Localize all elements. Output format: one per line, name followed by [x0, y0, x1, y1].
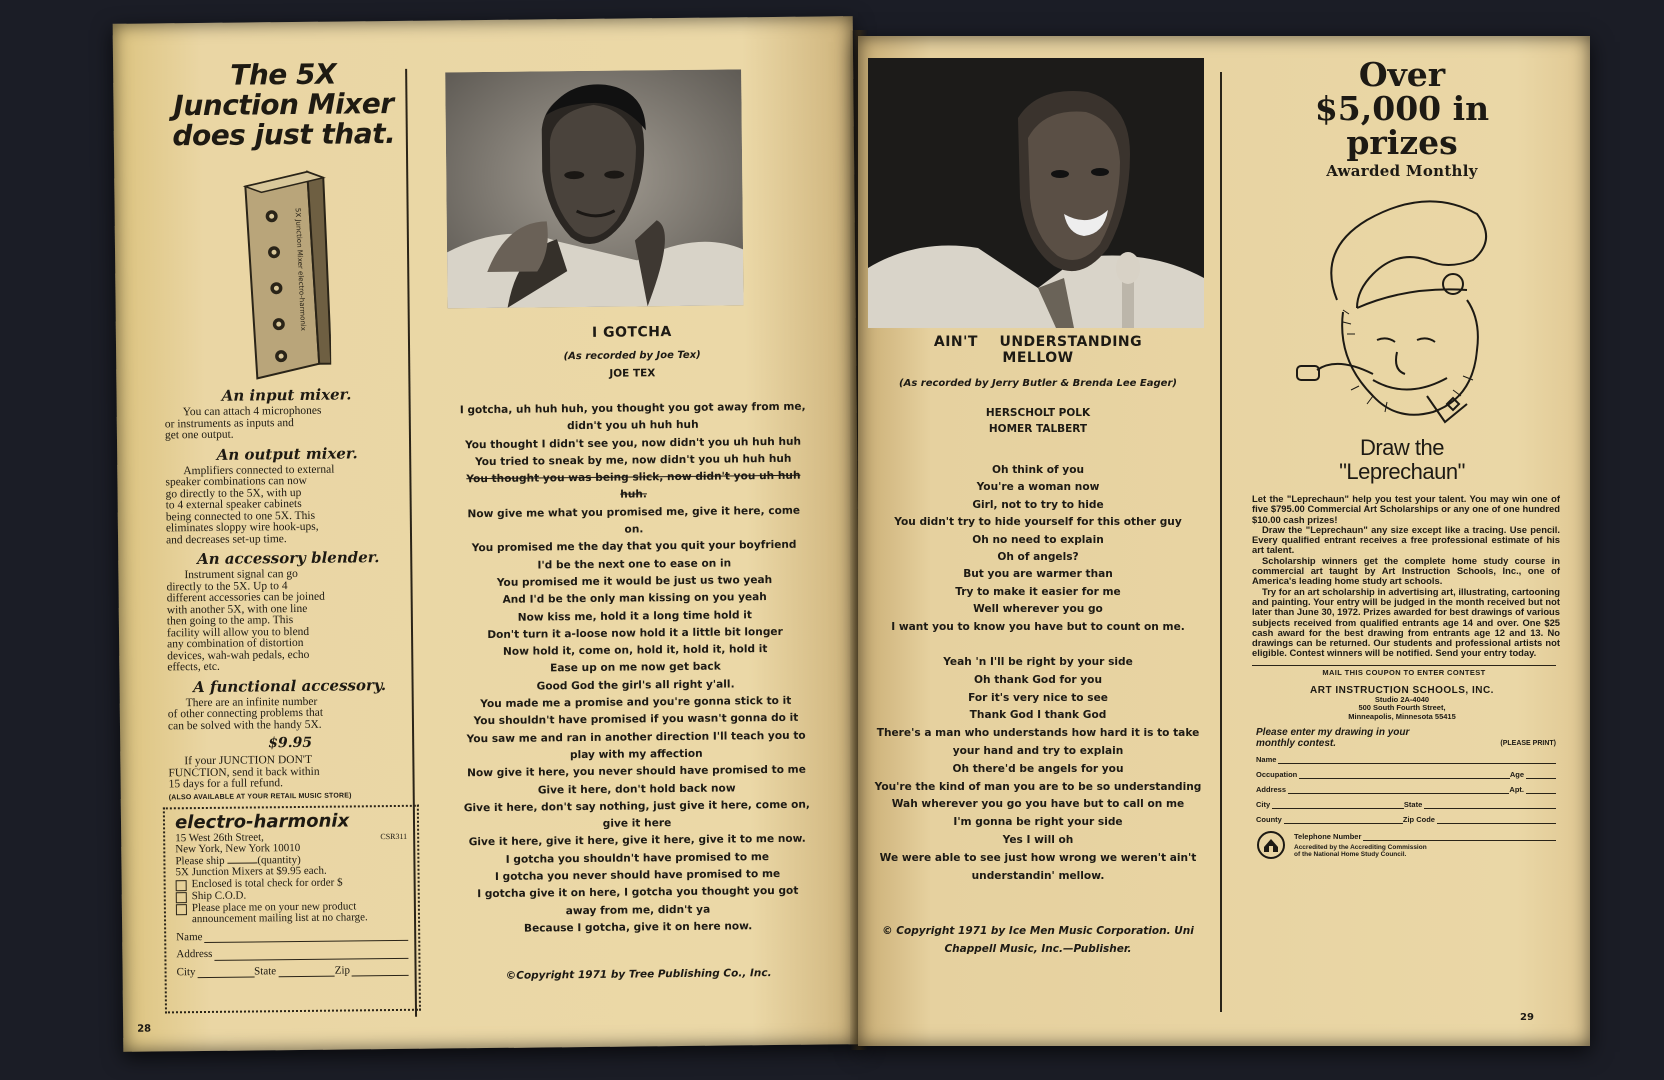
accreditation-line: Accredited by the Accrediting Commission: [1294, 844, 1427, 852]
page-number: 29: [1520, 1012, 1534, 1023]
headline-line: The 5X: [230, 57, 337, 92]
refund-text: [168, 754, 418, 791]
occupation-age-field[interactable]: [1256, 770, 1556, 779]
accreditation-line: of the National Home Study Council.: [1294, 851, 1407, 859]
checkbox[interactable]: [176, 892, 187, 903]
school-address: [1224, 696, 1580, 722]
lyric-line: Good God the girl's all right y'all.: [536, 678, 735, 693]
label: State: [1403, 800, 1423, 810]
lyric-line: We were able to see just how wrong we weren't ain't: [879, 851, 1197, 864]
text-line: to 4 external speaker cabinets: [165, 497, 302, 512]
copyright: ©Copyright 1971 by Tree Publishing Co., Inc.: [505, 967, 772, 982]
lyric-line: Give it here, give it here, give it here, give it to me now.: [468, 833, 806, 849]
lyric-line: Girl, not to try to hide: [972, 498, 1104, 511]
lyric-line: Now give me what you promised me, give it here, come: [467, 504, 801, 520]
blank: [352, 965, 409, 977]
section-heading: An input mixer.: [221, 385, 352, 405]
lyric-line: Now kiss me, hold it a long time hold it: [517, 608, 753, 624]
title-line: AIN'T UNDERSTANDING: [933, 334, 1143, 350]
blank: [1284, 815, 1403, 824]
section-heading: A functional accessory.: [192, 675, 387, 696]
lyric-line: You tried to sneak by me, now didn't you uh huh huh: [474, 452, 792, 469]
text-line: or instruments as inputs and: [164, 416, 294, 430]
text-line: any combination of distortion: [167, 636, 304, 651]
checkbox[interactable]: [176, 904, 187, 915]
contest-rules: [1252, 494, 1560, 659]
section-text: [166, 568, 417, 674]
right-page: [858, 36, 1590, 1046]
lyric-line: understandin' mellow.: [971, 869, 1105, 882]
label: Name: [176, 930, 203, 943]
label: (quantity): [257, 853, 301, 866]
rules-paragraph: Try for an art scholarship in advertising art, illustrating, cartooning and painting. Your entry will be judged in the month received but not later than June 30, 1972. Prizes awarded for best drawings of various subjects received from qualified entrants age 14 and over. One $25 cash award for the best drawing from entrants age 12 and 13. No drawings can be returned. Our students and professional artists not eligible. Contest winners will be notified. Send your entry today.: [1252, 585, 1560, 659]
device-label: 5X Junction Mixer electro-harmonix: [293, 207, 308, 332]
ad-headline: [1224, 55, 1580, 162]
lyric-line: I'd be the next one to ease on in: [537, 557, 732, 572]
section-functional-accessory: [157, 675, 422, 732]
text-line: If your JUNCTION DON'T: [184, 753, 313, 768]
headline-line: prizes: [1346, 123, 1458, 162]
lyric-line: You shouldn't have promised if you wasn't gonna do it: [473, 712, 799, 728]
checkbox[interactable]: [176, 880, 187, 891]
accreditation-row: [1256, 830, 1556, 860]
draw-line: Draw the: [1359, 435, 1445, 460]
blank: [278, 966, 335, 978]
songwriter: JOE TEX: [609, 367, 656, 380]
ad-subhead: Awarded Monthly: [1326, 162, 1478, 180]
blank: [1424, 800, 1556, 809]
songwriter: HERSCHOLT POLK: [985, 407, 1091, 419]
headline-line: Junction Mixer: [173, 86, 394, 123]
option-label: Ship C.O.D.: [191, 889, 247, 902]
lyric-line: I gotcha you shouldn't have promised to me: [505, 850, 770, 866]
draw-line: "Leprechaun": [1339, 459, 1465, 484]
blank: [1526, 770, 1556, 779]
label: State: [254, 964, 277, 977]
label: Please ship: [175, 854, 225, 867]
label: Apt.: [1509, 785, 1524, 795]
section-heading: An output mixer.: [216, 443, 358, 464]
address-line: Minneapolis, Minnesota 55415: [1348, 711, 1456, 721]
text-line: effects, etc.: [167, 660, 220, 674]
headline-line: $5,000 in: [1314, 89, 1490, 128]
lyric-line: Oh no need to explain: [972, 533, 1104, 546]
unit-line: 5X Junction Mixers at $9.95 each.: [175, 864, 327, 879]
entry-line: Please enter my drawing in your: [1256, 727, 1410, 739]
songwriter: HOMER TALBERT: [988, 423, 1088, 435]
section-accessory-blender: [156, 548, 421, 674]
label: Name: [1256, 755, 1277, 765]
text-line: of other connecting problems that: [167, 706, 324, 721]
recorded-by: (As recorded by Jerry Butler & Brenda Lee Eager): [899, 378, 1177, 389]
order-coupon: [163, 804, 421, 1013]
song-title: [858, 334, 1218, 366]
column-divider: [1220, 72, 1222, 1012]
blank: [197, 966, 254, 978]
lyric-line: didn't you uh huh huh: [567, 419, 699, 433]
lyric-line: You didn't try to hide yourself for this other guy: [894, 516, 1182, 529]
label: Zip Code: [1402, 815, 1435, 825]
text-line: eliminates sloppy wire hook-ups,: [165, 520, 319, 535]
label: Occupation: [1256, 770, 1298, 780]
text-line: facility will allow you to blend: [166, 625, 310, 639]
text-line: You can attach 4 microphones: [182, 404, 322, 419]
recorded-by: (As recorded by Joe Tex): [563, 349, 701, 363]
lyric-line: You promised me the day that you quit your boyfriend: [471, 539, 797, 555]
please-print-note: (PLEASE PRINT): [1500, 740, 1556, 748]
blank: [1278, 755, 1556, 764]
text-line: different accessories can be joined: [166, 590, 325, 605]
lyric-line: For it's very nice to see: [968, 691, 1108, 704]
lyric-line: I want you to know you have but to count on me.: [891, 620, 1185, 633]
telephone-field[interactable]: [1294, 832, 1556, 841]
lyrics-verse-2: [858, 654, 1218, 885]
blank: [204, 930, 408, 943]
draw-the-leprechaun: [1224, 436, 1580, 484]
address-line: 15 West 26th Street,: [175, 830, 264, 844]
leprechaun-illustration: [1277, 190, 1527, 430]
label: County: [1256, 815, 1282, 825]
city-state-zip-field[interactable]: [177, 964, 409, 978]
quantity-field[interactable]: [227, 862, 257, 863]
section-input-mixer: [154, 385, 419, 442]
brand-logo: electro-harmonix: [174, 809, 350, 833]
title-line: MELLOW: [1002, 350, 1074, 366]
option-label: Enclosed is total check for order $: [191, 876, 343, 890]
blank: [1363, 832, 1556, 841]
section-text: [168, 695, 418, 732]
label: Telephone Number: [1294, 832, 1362, 842]
blank: [1288, 785, 1509, 794]
name-field[interactable]: [176, 929, 408, 943]
accreditation-text: [1294, 832, 1556, 858]
address-apt-field[interactable]: [1256, 785, 1556, 794]
lyric-line: You thought you was being slick, now didn't you uh huh: [466, 469, 801, 486]
song-aint-understanding-mellow: [858, 36, 1218, 1016]
label: Age: [1509, 770, 1524, 780]
copyright-line: © Copyright 1971 by Ice Men Music Corporation. Uni: [882, 925, 1194, 937]
lyric-line: Try to make it easier for me: [955, 585, 1121, 598]
text-line: 15 days for a full refund.: [168, 777, 283, 791]
address-line: Studio 2A-4040: [1374, 694, 1430, 704]
lyric-line: away from me, didn't ya: [565, 903, 711, 917]
song-i-gotcha: [429, 52, 839, 1046]
jerry-butler-photo: [868, 58, 1204, 328]
label: City: [1256, 800, 1271, 810]
school-name: ART INSTRUCTION SCHOOLS, INC.: [1310, 684, 1494, 696]
entry-instructions: [1256, 727, 1580, 749]
text-line: go directly to the 5X, with up: [165, 486, 302, 500]
copyright: [858, 922, 1218, 958]
lyric-line: play with my affection: [569, 747, 703, 762]
accreditation-note: [1294, 844, 1556, 858]
song-header: [858, 334, 1218, 435]
rules-paragraph: Scholarship winners get the complete home study course in commercial art taught by Art Instruction Schools, Inc., one of America's leading home study art schools.: [1252, 554, 1560, 587]
ad-headline: [151, 59, 416, 152]
text-line: being connected to one 5X. This: [165, 509, 316, 523]
song-header: [432, 322, 833, 381]
label: City: [176, 965, 196, 978]
lyric-line: But you are warmer than: [963, 568, 1113, 581]
lyric-line: Now give it here, you never should have promised to me: [467, 763, 806, 780]
label: Address: [176, 947, 213, 961]
lyric-line: Oh think of you: [991, 464, 1085, 476]
section-text: [165, 405, 415, 442]
blank: [1272, 800, 1404, 809]
lyric-line: I gotcha you never should have promised to me: [494, 867, 781, 883]
lyric-line: Oh there'd be angels for you: [952, 762, 1124, 775]
text-line: There are an infinite number: [185, 695, 318, 709]
option-mailing-list[interactable]: [176, 900, 408, 925]
text-line: devices, wah-wah pedals, echo: [167, 648, 310, 662]
section-heading: An accessory blender.: [196, 548, 380, 569]
blank: [214, 947, 408, 960]
address-field[interactable]: [176, 947, 408, 961]
lyric-line: Yes I will oh: [1002, 833, 1074, 846]
lyric-line: give it here: [602, 817, 672, 830]
junction-mixer-ad: [151, 59, 425, 1022]
rules-paragraph: Let the "Leprechaun" help you test your talent. You may win one of five $795.00 Commercial Art Scholarships or any one of one hundred $10.00 cash prizes!: [1252, 493, 1560, 525]
mail-coupon-header: MAIL THIS COUPON TO ENTER CONTEST: [1252, 665, 1556, 677]
lyric-line: Wah wherever you go you have but to call on me: [891, 798, 1185, 811]
lyric-line: Oh thank God for you: [973, 673, 1103, 686]
address-line: New York, New York 10010: [175, 841, 301, 856]
text-line: FUNCTION, send it back within: [168, 765, 320, 779]
text-line: get one output.: [164, 428, 234, 442]
name-field[interactable]: [1256, 755, 1556, 764]
lyric-line: I'm gonna be right your side: [953, 816, 1123, 829]
lyric-line: Ease up on me now get back: [550, 661, 721, 675]
price: $9.95: [268, 734, 313, 752]
copyright-line: Chappell Music, Inc.—Publisher.: [944, 943, 1132, 955]
entry-line: monthly contest.: [1256, 738, 1337, 750]
option-label: Please place me on your new product announcement mailing list at no charge.: [191, 899, 368, 926]
lyric-line: You promised me it would be just us two yeah: [496, 573, 773, 589]
lyric-line: You're the kind of man you are to be so understanding: [874, 780, 1202, 793]
text-line: speaker combinations can now: [165, 474, 307, 489]
address-line: 500 South Fourth Street,: [1358, 703, 1446, 713]
headline-line: does just that.: [172, 116, 396, 153]
rules-paragraph: Draw the "Leprechaun" any size except like a tracing. Use pencil. Every qualified entrant receives a free professional estimate of his art talent.: [1252, 523, 1560, 556]
lyric-line: huh.: [620, 488, 647, 502]
text-line: with another 5X, with one line: [166, 602, 308, 616]
accreditation-seal-icon: [1256, 830, 1286, 860]
lyric-line: Because I gotcha, give it on here now.: [523, 920, 753, 935]
art-instruction-ad: [1224, 55, 1580, 1018]
lyric-line: You thought I didn't see you, now didn't you uh huh huh: [464, 435, 802, 451]
lyric-line: Don't turn it a-loose now hold it a little bit longer: [487, 625, 783, 641]
page-number: 28: [137, 1023, 152, 1035]
left-page: [113, 16, 864, 1052]
retail-note: (ALSO AVAILABLE AT YOUR RETAIL MUSIC STORE): [168, 791, 352, 801]
text-line: then going to the amp. This: [166, 614, 294, 628]
section-text: [165, 463, 416, 546]
lyric-line: Give it here, don't hold back now: [537, 781, 736, 797]
lyric-line: your hand and try to explain: [952, 744, 1124, 757]
lyric-line: Oh of angels?: [997, 551, 1079, 564]
section-output-mixer: [155, 443, 420, 546]
lyric-line: on.: [624, 523, 644, 536]
blank: [1526, 785, 1556, 794]
text-line: directly to the 5X. Up to 4: [166, 579, 288, 593]
label: Address: [1256, 785, 1287, 795]
entry-line-row: [1256, 738, 1556, 749]
lyric-line: Yeah 'n I'll be right by your side: [943, 656, 1133, 668]
lyric-line: You saw me and ran in another direction I'll teach you to: [466, 729, 806, 745]
lyric-line: Well wherever you go: [973, 603, 1103, 616]
song-title: I GOTCHA: [591, 324, 672, 341]
text-line: can be solved with the handy 5X.: [167, 718, 322, 732]
text-line: Amplifiers connected to external: [183, 463, 335, 477]
lyric-line: Thank God I thank God: [969, 709, 1107, 722]
lyrics-verse-1: [858, 462, 1218, 636]
lyric-line: You're a woman now: [976, 481, 1100, 494]
junction-mixer-illustration: [239, 168, 331, 381]
county-zip-field[interactable]: [1256, 815, 1556, 824]
coupon-code: CSR311: [380, 831, 408, 841]
joe-tex-photo: [445, 69, 743, 308]
lyric-line: I gotcha, uh huh huh, you thought you got away from me,: [459, 400, 806, 417]
city-state-field[interactable]: [1256, 800, 1556, 809]
lyric-line: And I'd be the only man kissing on you yeah: [502, 591, 767, 607]
lyrics: [433, 398, 839, 938]
label: Zip: [334, 963, 351, 977]
lyric-line: You made me a promise and you're gonna stick to it: [480, 694, 792, 711]
blank: [1299, 770, 1510, 779]
text-line: Instrument signal can go: [184, 567, 298, 582]
lyric-line: There's a man who understands how hard it is to take: [876, 727, 1200, 740]
headline-line: Over: [1358, 55, 1446, 94]
blank: [1437, 815, 1556, 824]
lyric-line: Now hold it, come on, hold it, hold it, hold it: [502, 643, 768, 659]
lyric-line: I gotcha give it on here, I gotcha you thought you got: [477, 885, 799, 901]
text-line: and decreases set-up time.: [165, 532, 287, 546]
lyric-line: Give it here, don't say nothing, just give it here, come on,: [463, 798, 810, 815]
